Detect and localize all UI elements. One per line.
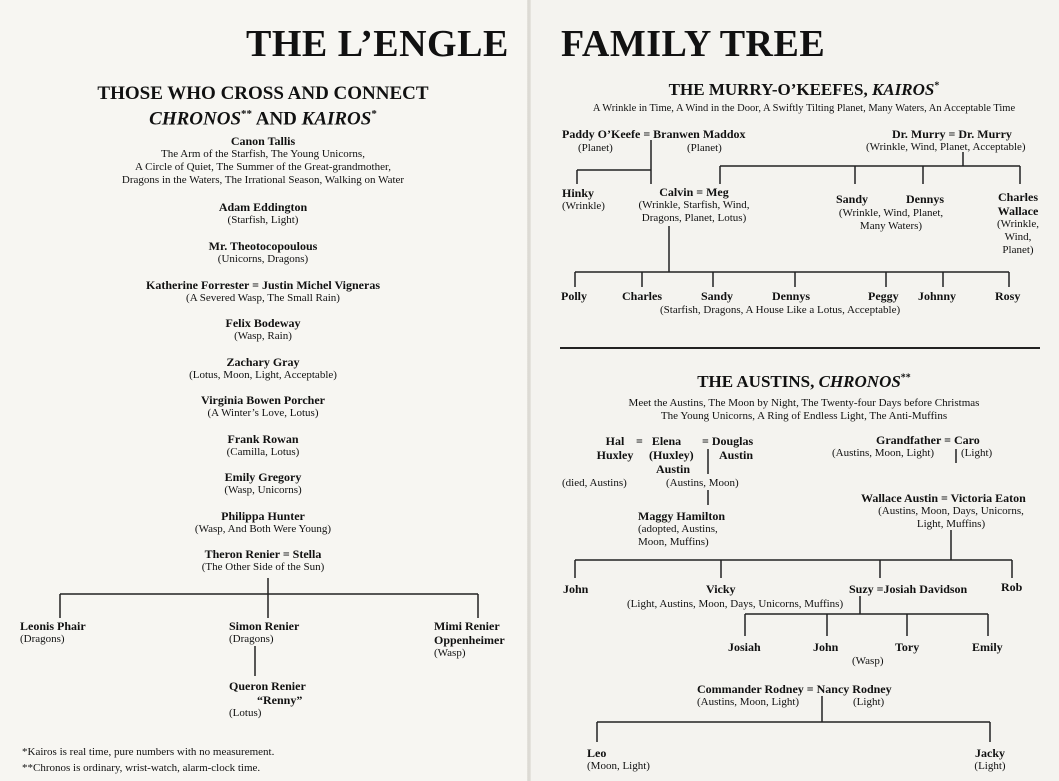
caro-works: (Light) <box>961 447 993 459</box>
elena-name-2: (Huxley) <box>649 448 694 462</box>
elena-name-1: = Elena <box>636 434 682 448</box>
austins-heading-chronos: CHRONOS <box>818 372 901 391</box>
maggy-works-2: Moon, Muffins) <box>638 536 709 548</box>
person-works: (Wasp, Unicorns) <box>224 484 302 496</box>
mimi-renier <box>434 619 505 660</box>
hinky-name: Hinky <box>562 186 595 200</box>
person-works: (Wasp, Rain) <box>234 330 292 342</box>
person-entry <box>60 393 466 420</box>
austins-books-2: The Young Unicorns, A Ring of Endless Light, The Anti-Muffins <box>660 410 948 422</box>
person-entry <box>60 239 466 266</box>
child-charles: Charles <box>622 289 662 303</box>
person-name: Virginia Bowen Porcher <box>201 393 325 407</box>
wallace-works-2: Light, Muffins) <box>916 518 986 530</box>
mimi-name-2: Oppenheimer <box>434 633 505 647</box>
person-works: (Camilla, Lotus) <box>226 446 300 458</box>
leo <box>587 746 650 773</box>
simon-works: (Dragons) <box>229 633 274 645</box>
paddy-name: Paddy O’Keefe = Branwen Maddox <box>562 127 746 141</box>
footnote-kairos: *Kairos is real time, pure numbers with no measurement. <box>22 746 275 758</box>
canon-tallis-works-2: A Circle of Quiet, The Summer of the Great-grandmother, <box>135 161 391 173</box>
charles-name-2: Wallace <box>997 204 1039 218</box>
person-entry <box>60 200 466 227</box>
austins-heading <box>560 372 1048 392</box>
hal-name-2: Huxley <box>596 448 634 462</box>
austins-books-1: Meet the Austins, The Moon by Night, The Twenty-four Days before Christmas <box>628 397 980 409</box>
calvin-name: Calvin = Meg <box>659 185 729 199</box>
person-works: (Unicorns, Dragons) <box>217 253 309 265</box>
sandy-dennys-works-2: Many Waters) <box>859 220 923 232</box>
hal-huxley <box>590 434 640 462</box>
canon-tallis-works-1: The Arm of the Starfish, The Young Unicorns, <box>161 148 365 160</box>
austin-john: John <box>563 582 589 596</box>
elena-huxley-austin <box>636 434 694 476</box>
paddy-branwen <box>562 127 746 141</box>
child-dennys: Dennys <box>772 289 811 303</box>
kairos-star: * <box>371 108 377 120</box>
drmurry-name: Dr. Murry = Dr. Murry <box>892 127 1012 141</box>
person-name: Frank Rowan <box>227 432 299 446</box>
elena-name-3: Austin <box>656 462 691 476</box>
branwen-works: (Planet) <box>687 142 722 154</box>
child-polly: Polly <box>561 289 587 303</box>
leonis-phair <box>20 619 86 646</box>
person-works: (A Severed Wasp, The Small Rain) <box>186 292 340 304</box>
kid-josiah: Josiah <box>728 640 761 654</box>
queron-renier <box>229 679 306 720</box>
person-works: (Wasp, And Both Were Young) <box>194 523 332 535</box>
calvin-meg <box>628 185 760 225</box>
person-works: (The Other Side of the Sun) <box>201 561 325 573</box>
murry-books: A Wrinkle in Time, A Wind in the Door, A Swiftly Tilting Planet, Many Waters, An Acceptable Time <box>592 103 1016 114</box>
kid-emily: Emily <box>972 640 1003 654</box>
person-entry <box>60 432 466 459</box>
person-works: (Starfish, Light) <box>227 214 299 226</box>
chronos-label: CHRONOS <box>149 108 242 130</box>
person-entry <box>60 470 466 497</box>
wallace-works-1: (Austins, Moon, Days, Unicorns, <box>878 505 1024 517</box>
drmurry-works: (Wrinkle, Wind, Planet, Acceptable) <box>866 141 1026 153</box>
wallace-name: Wallace Austin = Victoria Eaton <box>861 491 1026 505</box>
hinky <box>562 186 605 213</box>
chronos-stars: ** <box>241 108 253 120</box>
theron-stella-entry <box>60 547 466 574</box>
paddy-works: (Planet) <box>578 142 613 154</box>
left-heading-line1: THOSE WHO CROSS AND CONNECT <box>97 83 429 104</box>
rodney-name: Commander Rodney = Nancy Rodney <box>697 682 892 696</box>
left-heading <box>60 84 466 129</box>
suzy-josiah: Suzy =Josiah Davidson <box>849 582 968 596</box>
charles-works-2: Wind, <box>1004 231 1032 243</box>
charles-works-1: (Wrinkle, <box>996 218 1039 230</box>
douglas-name-2: Austin <box>719 448 754 462</box>
murry-heading-kairos: KAIROS <box>871 80 935 99</box>
murry-heading <box>560 80 1048 100</box>
calvin-works-1: (Wrinkle, Starfish, Wind, <box>638 199 750 211</box>
charles-works-3: Planet) <box>1002 244 1034 256</box>
tory-works: (Wasp) <box>852 655 884 667</box>
charles-wallace <box>990 190 1046 257</box>
leo-works: (Moon, Light) <box>587 760 650 772</box>
sandy-name: Sandy <box>836 192 869 206</box>
person-entry <box>60 278 466 305</box>
kid-tory: Tory <box>895 640 920 654</box>
queron-works: (Lotus) <box>229 707 262 719</box>
hal-name-1: Hal <box>605 434 625 448</box>
person-works: (Lotus, Moon, Light, Acceptable) <box>189 369 337 381</box>
person-name: Zachary Gray <box>226 355 300 369</box>
title-right: FAMILY TREE <box>561 23 826 65</box>
title-left: THE L’ENGLE <box>246 23 509 65</box>
simon-name: Simon Renier <box>229 619 300 633</box>
kairos-label: KAIROS <box>301 108 372 130</box>
elena-works: (Austins, Moon) <box>666 477 739 489</box>
maggy-hamilton <box>638 509 725 549</box>
person-entry <box>60 509 466 536</box>
left-heading-line2 <box>60 104 466 129</box>
person-entry <box>60 355 466 382</box>
child-johnny: Johnny <box>918 289 957 303</box>
footnote-chronos: **Chronos is ordinary, wrist-watch, alarm-clock time. <box>22 762 261 774</box>
maggy-works-1: (adopted, Austins, <box>638 523 718 535</box>
person-name: Emily Gregory <box>224 470 302 484</box>
canon-tallis-works-3: Dragons in the Waters, The Irrational Season, Walking on Water <box>121 174 405 186</box>
dr-murry <box>892 127 1012 141</box>
queron-name-1: Queron Renier <box>229 679 306 693</box>
canon-tallis-entry <box>60 134 466 187</box>
person-name: Theron Renier = Stella <box>204 547 322 561</box>
mimi-works: (Wasp) <box>434 647 466 659</box>
person-name: Mr. Theotocopoulous <box>208 239 318 253</box>
jacky-works: (Light) <box>974 760 1006 772</box>
simon-renier <box>229 619 299 646</box>
maggy-name: Maggy Hamilton <box>638 509 725 523</box>
charles-name-1: Charles <box>998 190 1038 204</box>
grandfather-name: Grandfather = Caro <box>876 433 980 447</box>
canon-tallis-name: Canon Tallis <box>230 134 296 148</box>
sandy-dennys-works-1: (Wrinkle, Wind, Planet, <box>838 207 944 219</box>
wallace-works <box>856 505 1046 531</box>
and-word: AND <box>252 108 302 130</box>
rodney-works: (Austins, Moon, Light) <box>697 696 800 708</box>
austin-rob: Rob <box>1001 580 1023 594</box>
jacky <box>970 746 1010 773</box>
child-rosy: Rosy <box>995 289 1021 303</box>
leonis-works: (Dragons) <box>20 633 65 645</box>
douglas-name-1: = Douglas <box>702 434 754 448</box>
nancy-works: (Light) <box>853 696 885 708</box>
vicky-works: (Light, Austins, Moon, Days, Unicorns, Muffins) <box>627 598 844 610</box>
austins-heading-text: THE AUSTINS, <box>697 372 819 391</box>
grandfather-works: (Austins, Moon, Light) <box>832 447 935 459</box>
dennys-name: Dennys <box>906 192 945 206</box>
leonis-name: Leonis Phair <box>20 619 86 633</box>
children-works: (Starfish, Dragons, A House Like a Lotus, Acceptable) <box>660 304 901 316</box>
leo-name: Leo <box>587 746 607 760</box>
jacky-name: Jacky <box>975 746 1005 760</box>
queron-name-2: “Renny” <box>257 693 303 707</box>
child-sandy: Sandy <box>701 289 734 303</box>
calvin-works-2: Dragons, Planet, Lotus) <box>641 212 747 224</box>
person-name: Adam Eddington <box>218 200 308 214</box>
person-name: Katherine Forrester = Justin Michel Vigneras <box>145 278 381 292</box>
hinky-works: (Wrinkle) <box>562 200 605 212</box>
murry-heading-star: * <box>934 80 940 92</box>
sandy-dennys-works <box>826 207 956 233</box>
child-peggy: Peggy <box>868 289 899 303</box>
person-name: Felix Bodeway <box>225 316 301 330</box>
douglas-austin <box>702 434 753 462</box>
person-name: Philippa Hunter <box>221 509 305 523</box>
kid-john: John <box>813 640 839 654</box>
murry-heading-text: THE MURRY-O’KEEFES, <box>668 80 872 99</box>
hal-works: (died, Austins) <box>562 477 627 489</box>
mimi-name-1: Mimi Renier <box>434 619 500 633</box>
person-entry <box>60 316 466 343</box>
austins-heading-stars: ** <box>900 372 911 384</box>
person-works: (A Winter’s Love, Lotus) <box>207 407 319 419</box>
vicky-name: Vicky <box>706 582 736 596</box>
